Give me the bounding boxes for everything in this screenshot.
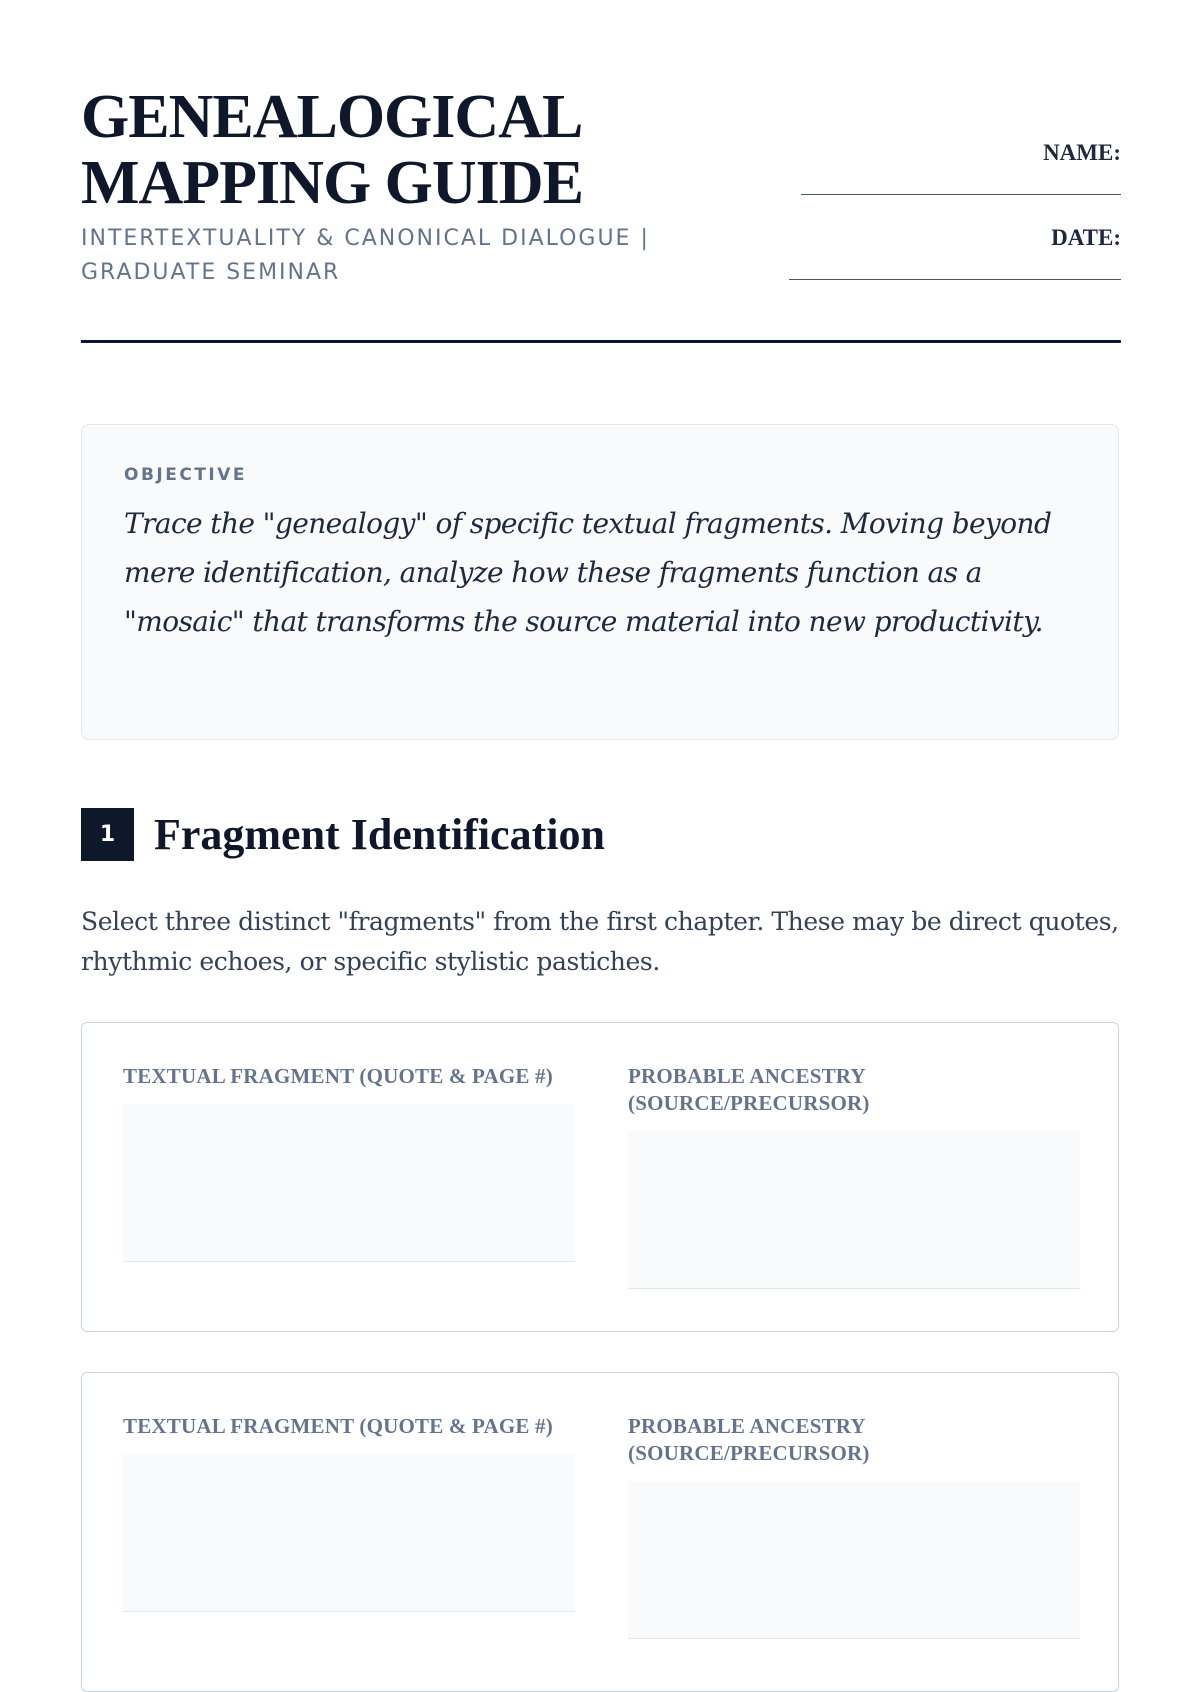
section-number-badge: 1 <box>81 808 134 861</box>
ancestry-input[interactable] <box>628 1481 1080 1639</box>
fragment-card <box>81 1372 1119 1692</box>
ancestry-label-line-1: PROBABLE ANCESTRY <box>628 1414 866 1438</box>
ancestry-label-line-2: (SOURCE/PRECURSOR) <box>628 1441 870 1465</box>
objective-text: Trace the "genealogy" of specific textual fragments. Moving beyond mere identification, analyze how these fragments function as a "mosaic" that transforms the source material into new productivity. <box>124 507 1052 638</box>
fragment-card <box>81 1022 1119 1332</box>
ancestry-field <box>628 1063 1080 1289</box>
title-line-2: MAPPING GUIDE <box>81 149 583 217</box>
ancestry-label-line-1: PROBABLE ANCESTRY <box>628 1064 866 1088</box>
ancestry-label <box>628 1413 1080 1467</box>
fragment-input[interactable] <box>123 1104 575 1262</box>
section-title: Fragment Identification <box>154 810 605 859</box>
page-header <box>81 84 1121 344</box>
fragment-label: TEXTUAL FRAGMENT (QUOTE & PAGE #) <box>123 1064 553 1088</box>
ancestry-input[interactable] <box>628 1131 1080 1289</box>
ancestry-label-line-2: (SOURCE/PRECURSOR) <box>628 1091 870 1115</box>
student-meta <box>761 140 1121 310</box>
ancestry-label <box>628 1063 1080 1117</box>
title-line-1: GENEALOGICAL <box>81 83 583 151</box>
date-line[interactable] <box>789 279 1121 280</box>
page-title <box>81 84 741 216</box>
fragment-input[interactable] <box>123 1454 575 1612</box>
objective-panel <box>81 424 1119 740</box>
header-divider <box>81 340 1121 343</box>
objective-label: OBJECTIVE <box>124 465 248 485</box>
section-description: Select three distinct "fragments" from the first chapter. These may be direct quotes, rhythmic echoes, or specific stylistic pastiches. <box>81 907 1119 976</box>
page-subtitle: INTERTEXTUALITY & CANONICAL DIALOGUE | GRADUATE SEMINAR <box>81 226 650 285</box>
ancestry-field <box>628 1413 1080 1639</box>
name-label: NAME: <box>1043 140 1121 165</box>
date-label: DATE: <box>1051 225 1121 250</box>
fragment-field <box>123 1413 575 1612</box>
fragment-label: TEXTUAL FRAGMENT (QUOTE & PAGE #) <box>123 1414 553 1438</box>
fragment-field <box>123 1063 575 1262</box>
name-line[interactable] <box>801 194 1121 195</box>
